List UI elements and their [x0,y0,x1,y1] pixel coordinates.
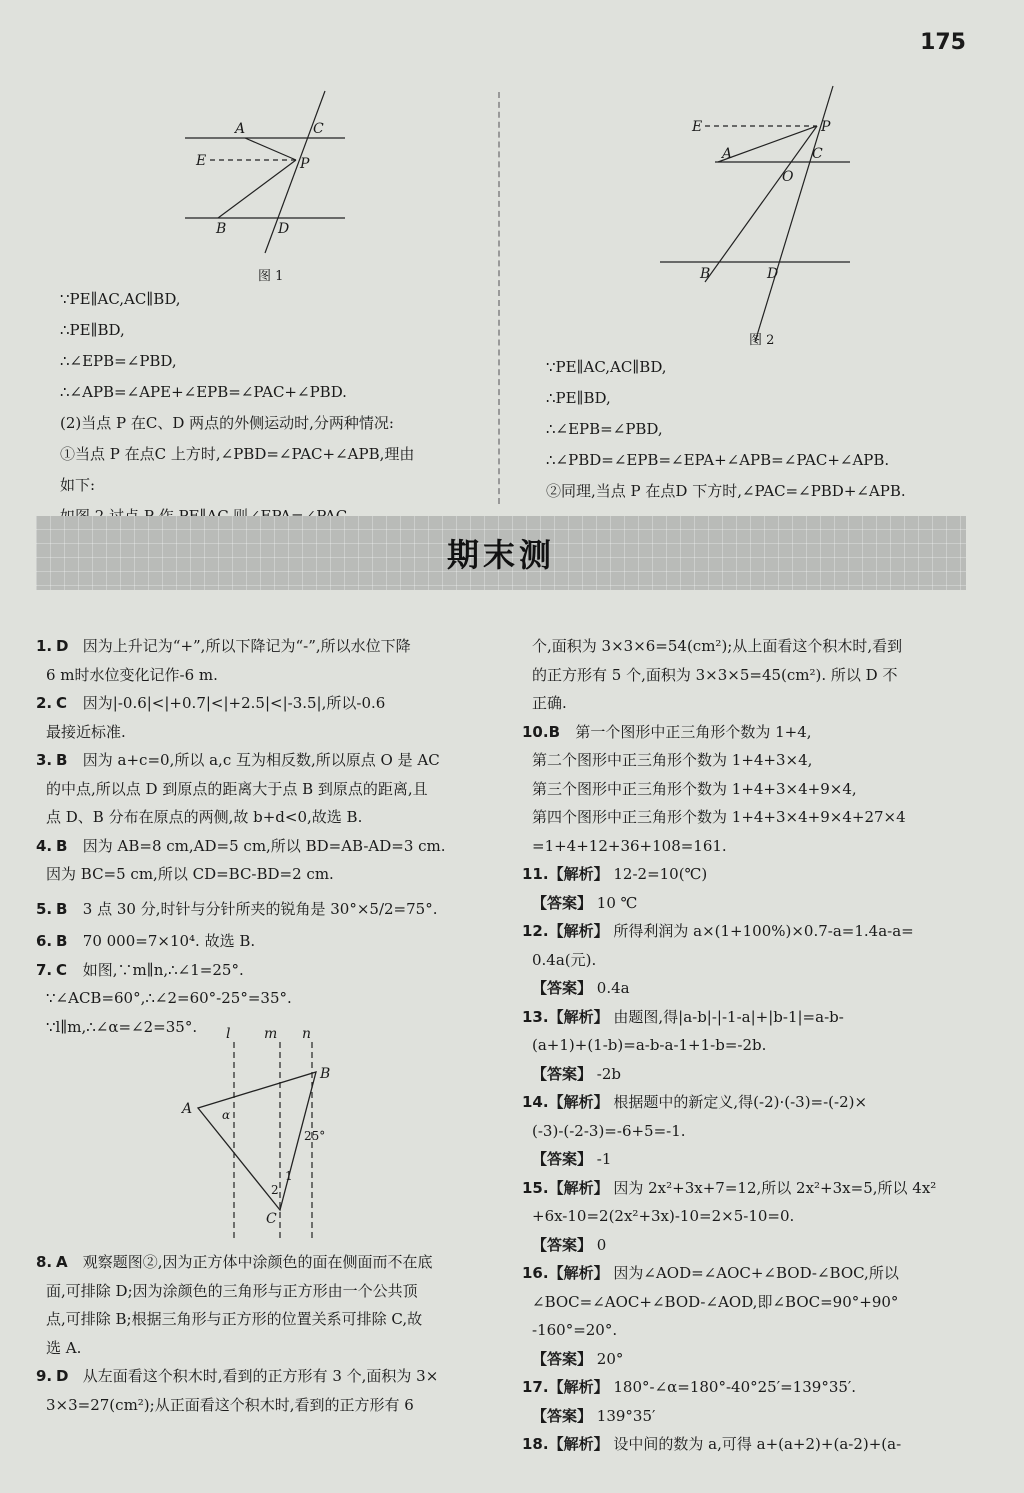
fig3-label-1: 1 [285,1169,293,1183]
fig3-label-2: 2 [271,1183,279,1197]
answer-line: 第二个图形中正三角形个数为 1+4+3×4, [532,751,813,769]
right-proof-line: ∴PE∥BD, [546,389,611,407]
answer-line: 11.【解析】 12-2=10(℃) [522,865,708,883]
answer-line: 个,面积为 3×3×6=54(cm²);从上面看这个积木时,看到 [532,637,903,655]
answer-line: -160°=20°. [532,1321,618,1339]
answer-line: 【答案】 -2b [532,1064,622,1083]
fig2-label-d: D [767,266,779,282]
answer-line: +6x-10=2(2x²+3x)-10=2×5-10=0. [532,1207,795,1225]
answer-line: 【答案】 0.4a [532,979,630,997]
left-proof-line: (2)当点 P 在C、D 两点的外侧运动时,分两种情况: [60,414,394,432]
answer-line: 18.【解析】 设中间的数为 a,可得 a+(a+2)+(a-2)+(a- [522,1435,902,1453]
fig2-label-c: C [812,146,823,162]
left-proof [60,284,414,532]
fig3-label-m: m [264,1026,278,1042]
answer-line: 5. B 3 点 30 分,时针与分针所夹的锐角是 30°×5/2=75°. [36,899,438,918]
right-proof-line: ∴∠PBD=∠EPB=∠EPA+∠APB=∠PAC+∠APB. [546,451,890,469]
answer-line: (a+1)+(1-b)=a-b-a-1+1-b=-2b. [532,1036,767,1054]
answer-line: 12.【解析】 所得利润为 a×(1+100%)×0.7-a=1.4a-a= [522,922,914,940]
answer-line: ∵∠ACB=60°,∴∠2=60°-25°=35°. [46,989,292,1007]
left-proof-line: 如下: [60,476,96,494]
fig2-caption: 图 2 [749,333,775,348]
fig3-label-25deg: 25° [304,1129,326,1143]
fig2-label-b: B [700,266,711,282]
answer-line: 正确. [532,694,567,712]
answer-line: 的正方形有 5 个,面积为 3×3×5=45(cm²). 所以 D 不 [532,665,898,684]
column-divider [498,92,500,504]
answer-line: 3. B 因为 a+c=0,所以 a,c 互为相反数,所以原点 O 是 AC [36,751,440,769]
right-proof-line: ∵PE∥AC,AC∥BD, [546,358,667,376]
answer-line: 7. C 如图,∵m∥n,∴∠1=25°. [36,960,244,979]
answer-line: 4. B 因为 AB=8 cm,AD=5 cm,所以 BD=AB-AD=3 cm. [36,836,446,855]
fig1-label-e: E [196,153,207,169]
answer-line: 14.【解析】 根据题中的新定义,得(-2)·(-3)=-(-2)× [522,1093,868,1111]
answers-left-2 [36,1248,438,1419]
fig1-label-p: P [300,156,310,172]
answer-line: ∠BOC=∠AOC+∠BOD-∠AOD,即∠BOC=90°+90° [532,1292,899,1311]
fig3-label-a: A [182,1101,193,1117]
fig2-label-a: A [722,146,733,162]
answer-line: 点,可排除 B;根据三角形与正方形的位置关系可排除 C,故 [46,1310,423,1328]
answer-line: 最接近标准. [46,722,126,741]
answer-line: 13.【解析】 由题图,得|a-b|-|-1-a|+|b-1|=a-b- [522,1007,844,1026]
fig3-label-b: B [320,1066,331,1082]
answer-line: ∵l∥m,∴∠α=∠2=35°. [46,1017,198,1036]
right-proof-line: ②同理,当点 P 在点D 下方时,∠PAC=∠PBD+∠APB. [546,482,906,500]
figure-3 [176,1024,346,1246]
answer-line: 0.4a(元). [532,950,597,969]
left-proof-line: ∴PE∥BD, [60,321,125,339]
answer-line: 面,可排除 D;因为涂颜色的三角形与正方形由一个公共顶 [46,1281,418,1300]
figure-1 [180,88,360,288]
answers-right [522,632,936,1459]
answer-line: 9. D 从左面看这个积木时,看到的正方形有 3 个,面积为 3× [36,1367,439,1385]
answer-line: 6 m时水位变化记作-6 m. [46,665,218,684]
answer-line: =1+4+12+36+108=161. [532,836,727,855]
fig1-label-d: D [278,221,290,237]
section-banner [36,516,966,590]
answer-line: 15.【解析】 因为 2x²+3x+7=12,所以 2x²+3x=5,所以 4x² [522,1178,937,1197]
answer-line: 【答案】 139°35′ [532,1406,656,1425]
answer-line: 的中点,所以点 D 到原点的距离大于点 B 到原点的距离,且 [46,779,428,798]
fig3-label-n: n [302,1026,312,1042]
answer-line: 第四个图形中正三角形个数为 1+4+3×4+9×4+27×4 [532,808,906,826]
fig3-label-alpha: α [222,1108,231,1122]
answer-line: (-3)-(-2-3)=-6+5=-1. [532,1121,686,1140]
left-proof-line: ∵PE∥AC,AC∥BD, [60,290,181,308]
answer-line: 10.B 第一个图形中正三角形个数为 1+4, [522,722,812,741]
answer-line: 16.【解析】 因为∠AOD=∠AOC+∠BOD-∠BOC,所以 [522,1264,899,1282]
answer-line: 【答案】 10 ℃ [532,893,638,912]
fig2-label-o: O [782,169,794,185]
answer-line: 6. B 70 000=7×10⁴. 故选 B. [36,932,256,950]
answers-left [36,632,446,1041]
page-number: 175 [920,30,966,55]
answer-line: 17.【解析】 180°-∠α=180°-40°25′=139°35′. [522,1378,857,1396]
answer-line: 因为 BC=5 cm,所以 CD=BC-BD=2 cm. [46,865,334,883]
answer-line: 第三个图形中正三角形个数为 1+4+3×4+9×4, [532,779,857,798]
answer-line: 3×3=27(cm²);从正面看这个积木时,看到的正方形有 6 [46,1395,414,1414]
fig2-label-p: P [821,119,831,135]
fig1-label-b: B [216,221,227,237]
fig3-label-l: l [226,1026,231,1042]
answer-line: 点 D、B 分布在原点的两侧,故 b+d<0,故选 B. [46,808,363,826]
fig3-label-c: C [266,1211,277,1227]
fig1-label-c: C [313,121,324,137]
fig2-label-e: E [692,119,703,135]
answer-line: 2. C 因为|-0.6|<|+0.7|<|+2.5|<|-3.5|,所以-0.6 [36,694,386,712]
left-proof-line: ①当点 P 在点C 上方时,∠PBD=∠PAC+∠APB,理由 [60,445,415,463]
section-title: 期末测 [446,536,555,574]
fig1-caption: 图 1 [258,269,284,284]
answer-line: 8. A 观察题图②,因为正方体中涂颜色的面在侧面而不在底 [36,1253,433,1271]
fig1-label-a: A [235,121,246,137]
answer-line: 选 A. [46,1338,82,1357]
left-proof-line: ∴∠APB=∠APE+∠EPB=∠PAC+∠PBD. [60,383,347,401]
answer-line: 【答案】 0 [532,1235,607,1254]
figure-2 [655,84,855,350]
right-proof-line: ∴∠EPB=∠PBD, [546,420,663,438]
answer-line: 【答案】 20° [532,1349,624,1368]
answer-line: 1. D 因为上升记为“+”,所以下降记为“-”,所以水位下降 [36,637,411,655]
left-proof-line: ∴∠EPB=∠PBD, [60,352,177,370]
answer-line: 【答案】 -1 [532,1150,612,1168]
right-proof [546,352,906,507]
